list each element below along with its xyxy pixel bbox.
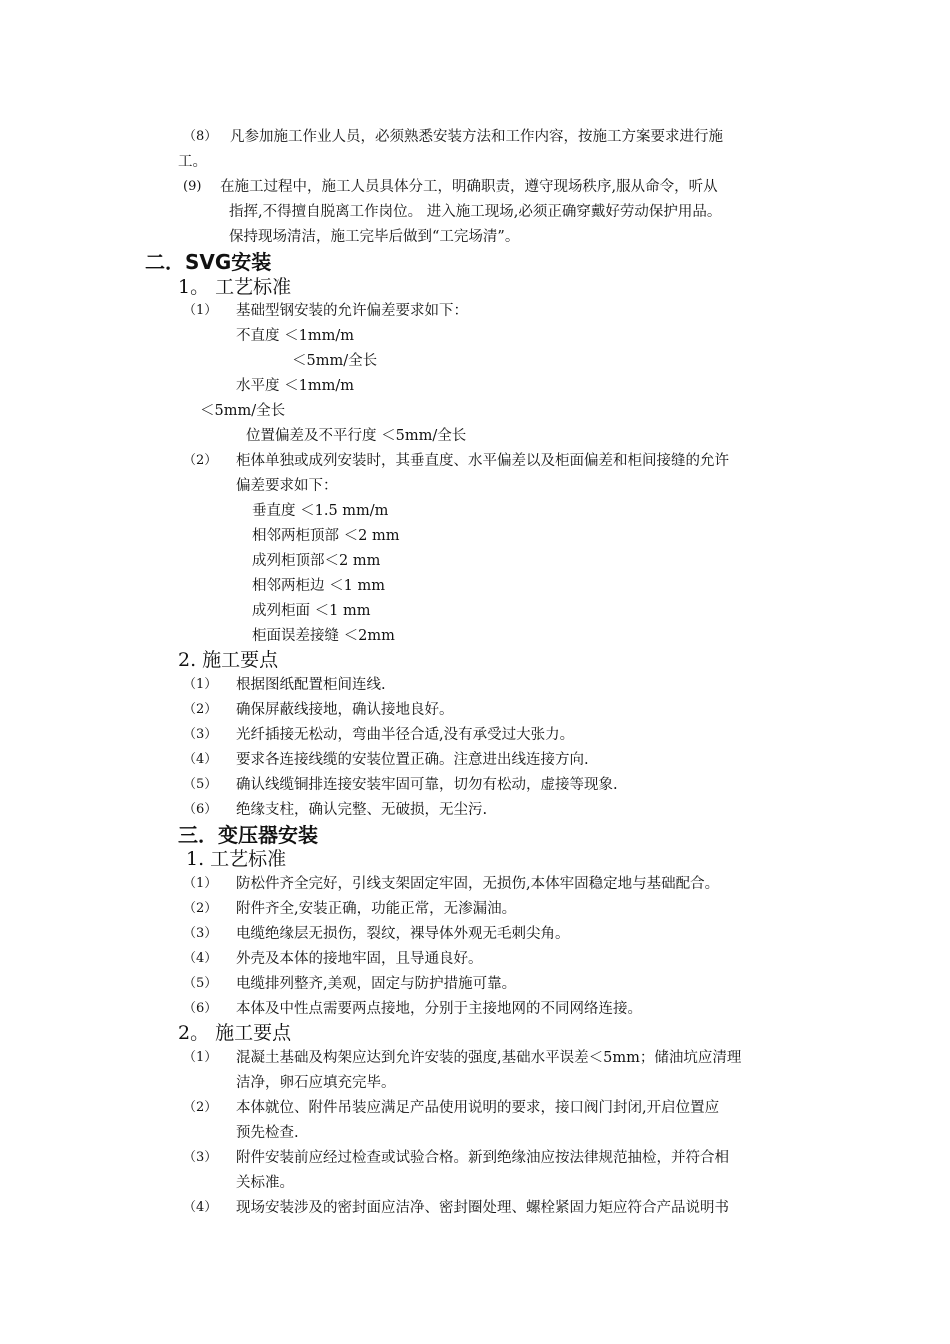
paragraph-line: 洁净，卵石应填充完毕。 (236, 1075, 396, 1091)
list-item: 绝缘支柱，确认完整、无破损，无尘污. (236, 802, 488, 818)
paragraph-line: 预先检查. (236, 1125, 299, 1141)
paragraph-line: 关标准。 (236, 1175, 294, 1191)
paragraph-line: 保持现场清洁，施工完毕后做到“工完场清”。 (229, 229, 520, 245)
paragraph-line: 基础型钢安装的允许偏差要求如下： (236, 303, 468, 319)
item-number: （2） (183, 702, 218, 717)
paragraph-line: 在施工过程中，施工人员具体分工，明确职责，遵守现场秩序,服从命令，听从 (220, 179, 718, 195)
paragraph-line: 现场安装涉及的密封面应洁净、密封圈处理、螺栓紧固力矩应符合产品说明书 (236, 1200, 729, 1216)
item-number: （6） (183, 802, 218, 817)
item-number: （2） (183, 453, 218, 468)
subsection-heading: 1. 工艺标准 (186, 848, 287, 870)
spec-line: 成列柜顶部＜2 mm (252, 553, 381, 569)
section-heading: 三．变压器安装 (178, 823, 318, 847)
item-number: （4） (183, 1200, 218, 1215)
item-number: （5） (183, 777, 218, 792)
list-item: 附件齐全,安装正确，功能正常，无渗漏油。 (236, 901, 517, 917)
spec-line: 相邻两柜边 ＜1 mm (252, 578, 385, 594)
item-number: （3） (183, 926, 218, 941)
paragraph-line: 本体就位、附件吊装应满足产品使用说明的要求，接口阀门封闭,开启位置应 (236, 1100, 720, 1116)
spec-line: 不直度 ＜1mm/m (236, 328, 354, 344)
list-item: 电缆排列整齐,美观，固定与防护措施可靠。 (236, 976, 517, 992)
paragraph-line: 偏差要求如下： (236, 478, 338, 494)
item-number: （1） (183, 876, 218, 891)
spec-line: 垂直度 ＜1.5 mm/m (252, 503, 389, 519)
item-number: （4） (183, 752, 218, 767)
paragraph-line: 柜体单独或成列安装时，其垂直度、水平偏差以及柜面偏差和柜间接缝的允许 (236, 453, 729, 469)
subsection-heading: 1。 工艺标准 (178, 276, 292, 298)
list-item: 确认线缆铜排连接安装牢固可靠，切勿有松动，虚接等现象. (236, 777, 618, 793)
spec-line: 位置偏差及不平行度 ＜5mm/全长 (246, 428, 467, 444)
item-number: （3） (183, 1150, 218, 1165)
spec-line: 水平度 ＜1mm/m (236, 378, 354, 394)
subsection-heading: 2. 施工要点 (178, 649, 279, 671)
item-number: （3） (183, 727, 218, 742)
paragraph-line: 指挥,不得擅自脱离工作岗位。 进入施工现场,必须正确穿戴好劳动保护用品。 (229, 204, 722, 220)
item-number: （4） (183, 951, 218, 966)
list-item: 根据图纸配置柜间连线. (236, 677, 386, 693)
list-item: 要求各连接线缆的安装位置正确。注意进出线连接方向. (236, 752, 589, 768)
item-number: （1） (183, 1050, 218, 1065)
list-item: 外壳及本体的接地牢固，且导通良好。 (236, 951, 483, 967)
spec-line: ＜5mm/全长 (292, 353, 378, 369)
section-heading: 二．SVG安装 (145, 250, 272, 274)
paragraph-line: 混凝土基础及构架应达到允许安装的强度,基础水平误差＜5mm；储油坑应清理 (236, 1050, 742, 1066)
subsection-heading: 2。 施工要点 (178, 1022, 292, 1044)
list-item: 本体及中性点需要两点接地，分别于主接地网的不同网络连接。 (236, 1001, 642, 1017)
item-number: （1） (183, 303, 218, 318)
paragraph-line: 工。 (178, 154, 207, 170)
spec-line: ＜5mm/全长 (200, 403, 286, 419)
paragraph-line: 凡参加施工作业人员，必须熟悉安装方法和工作内容，按施工方案要求进行施 (230, 129, 723, 145)
item-number: （8） (183, 129, 218, 144)
list-item: 光纤插接无松动，弯曲半径合适,没有承受过大张力。 (236, 727, 575, 743)
item-number: (9) (183, 179, 202, 194)
spec-line: 成列柜面 ＜1 mm (252, 603, 371, 619)
paragraph-line: 附件安装前应经过检查或试验合格。新到绝缘油应按法律规范抽检，并符合相 (236, 1150, 729, 1166)
spec-line: 柜面误差接缝 ＜2mm (252, 628, 395, 644)
list-item: 电缆绝缘层无损伤，裂纹，裸导体外观无毛刺尖角。 (236, 926, 570, 942)
item-number: （2） (183, 1100, 218, 1115)
item-number: （1） (183, 677, 218, 692)
item-number: （6） (183, 1001, 218, 1016)
item-number: （2） (183, 901, 218, 916)
list-item: 确保屏蔽线接地，确认接地良好。 (236, 702, 454, 718)
list-item: 防松件齐全完好，引线支架固定牢固，无损伤,本体牢固稳定地与基础配合。 (236, 876, 720, 892)
item-number: （5） (183, 976, 218, 991)
spec-line: 相邻两柜顶部 ＜2 mm (252, 528, 400, 544)
